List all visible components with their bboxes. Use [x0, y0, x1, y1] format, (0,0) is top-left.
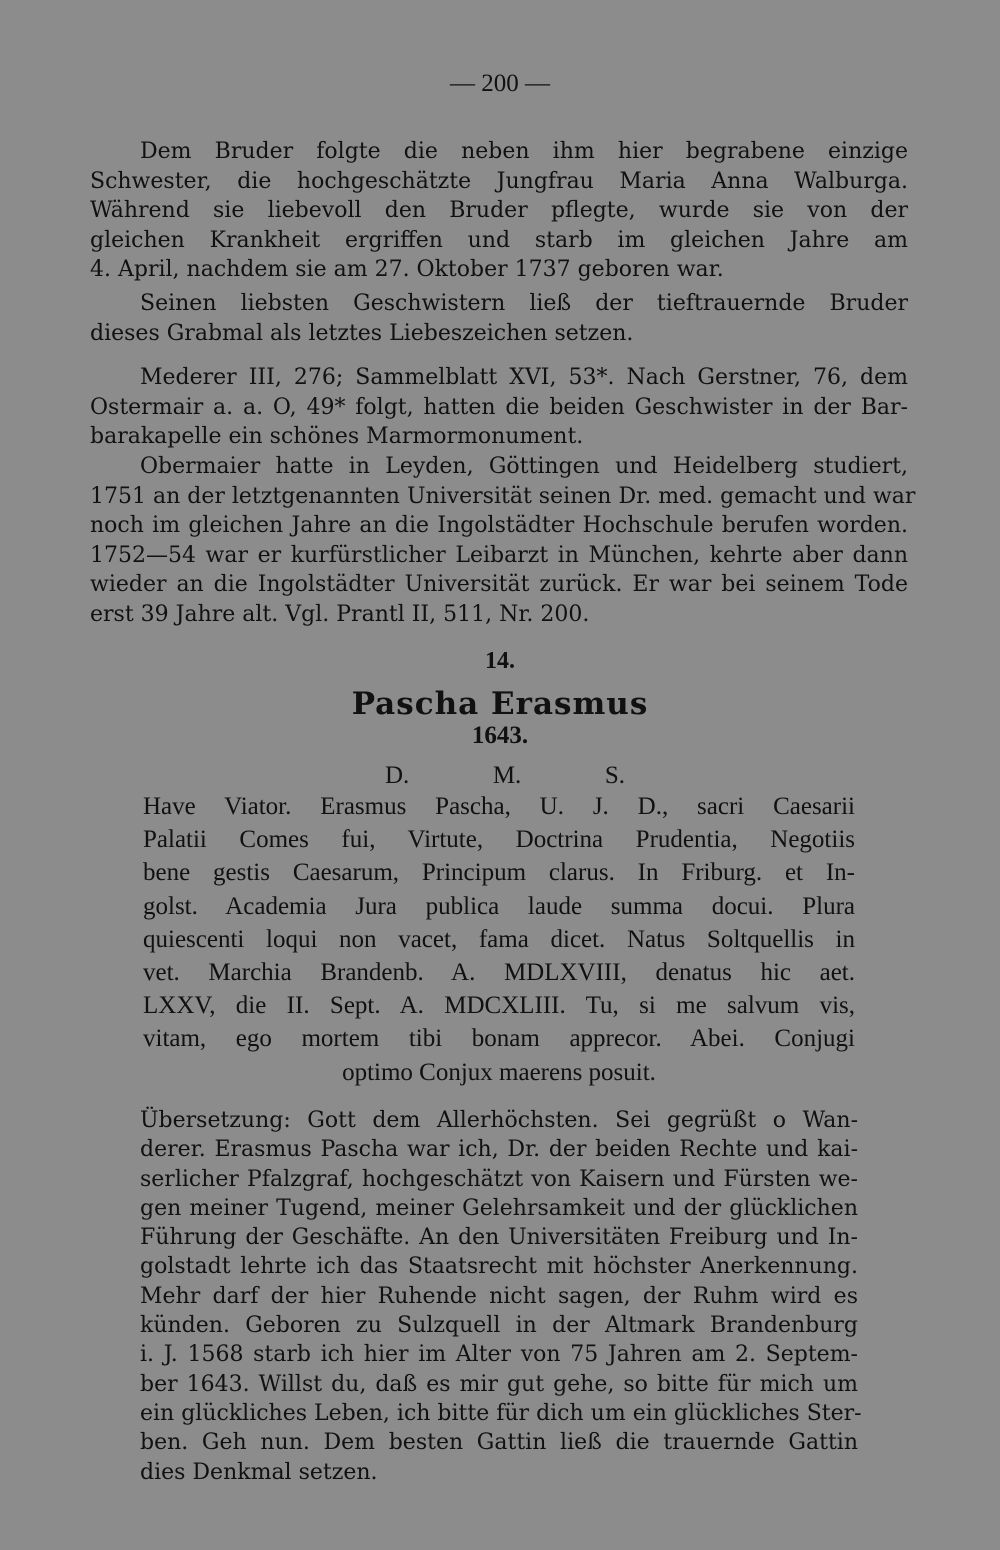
text-line: 1752—54 war er kurfürstlicher Leibarzt in München, kehrte aber dann — [90, 542, 908, 568]
paragraph-sister — [90, 137, 908, 285]
text-line: barakapelle ein schönes Marmormonument. — [90, 424, 584, 450]
text-line: Obermaier hatte in Leyden, Göttingen und Heidelberg studiert, — [140, 454, 908, 479]
paragraph-grave — [90, 289, 908, 348]
text-line: 1751 an der letztgenannten Universität seinen Dr. med. gemacht und war — [90, 483, 916, 509]
translation-line: künden. Geboren zu Sulzquell in der Altmark Brandenburg — [140, 1313, 858, 1339]
inscription-line: golst. Academia Jura publica laude summa docui. Plura — [143, 892, 855, 920]
inscription-line: LXXV, die II. Sept. A. MDCXLIII. Tu, si me salvum vis, — [143, 992, 855, 1020]
inscription-line: vitam, ego mortem tibi bonam apprecor. Abei. Conjugi — [143, 1025, 855, 1053]
text-line: Während sie liebevoll den Bruder pflegte, wurde sie von der — [90, 198, 908, 224]
translation-line: ben. Geh nun. Dem besten Gattin ließ die trauernde Gattin — [140, 1430, 858, 1456]
text-line: Schwester, die hochgeschätzte Jungfrau Maria Anna Walburga. — [90, 168, 908, 194]
translation-line: gen meiner Tugend, meiner Gelehrsamkeit und der glücklichen — [140, 1195, 858, 1221]
text-line: Seinen liebsten Geschwistern ließ der tieftrauernde Bruder — [140, 291, 908, 316]
translation-line: Mehr darf der hier Ruhende nicht sagen, der Ruhm wird es — [140, 1283, 858, 1309]
text-line: noch im gleichen Jahre an die Ingolstädter Hochschule berufen worden. — [90, 513, 908, 539]
translation-line: golstadt lehrte ich das Staatsrecht mit höchster Anerkennung. — [140, 1254, 858, 1280]
dms-letter: D. — [385, 762, 410, 789]
dms-letter: M. — [492, 762, 522, 789]
text-line: Mederer III, 276; Sammelblatt XVI, 53*. Nach Gerstner, 76, dem — [140, 365, 908, 390]
inscription-line: optimo Conjux maerens posuit. — [342, 1058, 656, 1086]
section-year: 1643. — [471, 722, 529, 749]
latin-inscription — [143, 790, 855, 1089]
inscription-line: Palatii Comes fui, Virtute, Doctrina Prudentia, Negotiis — [143, 826, 855, 854]
inscription-line: bene gestis Caesarum, Principum clarus. In Friburg. et In- — [143, 859, 855, 887]
section-number: 14. — [485, 648, 515, 674]
text-line: 4. April, nachdem sie am 27. Oktober 1737 geboren war. — [90, 257, 724, 283]
text-line: Ostermair a. a. O, 49* folgt, hatten die beiden Geschwister in der Bar- — [90, 394, 908, 420]
text-line: gleichen Krankheit ergriffen und starb im gleichen Jahre am — [90, 227, 908, 253]
translation-line: ein glückliches Leben, ich bitte für dich um ein glückliches Ster- — [140, 1400, 862, 1426]
dms-letter: S. — [604, 762, 625, 789]
paragraph-obermaier — [90, 452, 916, 630]
inscription-line: vet. Marchia Brandenb. A. MDLXVIII, denatus hic aet. — [143, 959, 855, 987]
translation — [140, 1106, 862, 1487]
text-line: Dem Bruder folgte die neben ihm hier begrabene einzige — [140, 139, 908, 164]
dms-heading — [385, 762, 625, 790]
inscription-line: Have Viator. Erasmus Pascha, U. J. D., sacri Caesarii — [143, 793, 855, 820]
text-line: erst 39 Jahre alt. Vgl. Prantl II, 511, Nr. 200. — [90, 601, 590, 627]
inscription-line: quiescenti loqui non vacet, fama dicet. Natus Soltquellis in — [143, 925, 855, 953]
text-line: dieses Grabmal als letztes Liebeszeichen setzen. — [90, 320, 634, 346]
page-number: — 200 — — [450, 70, 550, 97]
translation-line: Übersetzung: Gott dem Allerhöchsten. Sei gegrüßt o Wan- — [140, 1108, 858, 1133]
text-line: wieder an die Ingolstädter Universität zurück. Er war bei seinem Tode — [90, 572, 908, 598]
translation-line: dies Denkmal setzen. — [140, 1459, 378, 1485]
translation-line: ber 1643. Willst du, daß es mir gut gehe, so bitte für mich um — [140, 1371, 858, 1397]
translation-line: derer. Erasmus Pascha war ich, Dr. der beiden Rechte und kai- — [140, 1137, 858, 1163]
translation-line: Führung der Geschäfte. An den Universitäten Freiburg und In- — [140, 1225, 858, 1251]
translation-line: serlicher Pfalzgraf, hochgeschätzt von Kaisern und Fürsten we- — [140, 1166, 858, 1192]
paragraph-sources — [90, 363, 908, 452]
translation-line: i. J. 1568 starb ich hier im Alter von 75 Jahren am 2. Septem- — [140, 1342, 858, 1368]
section-title: Pascha Erasmus — [351, 686, 649, 722]
